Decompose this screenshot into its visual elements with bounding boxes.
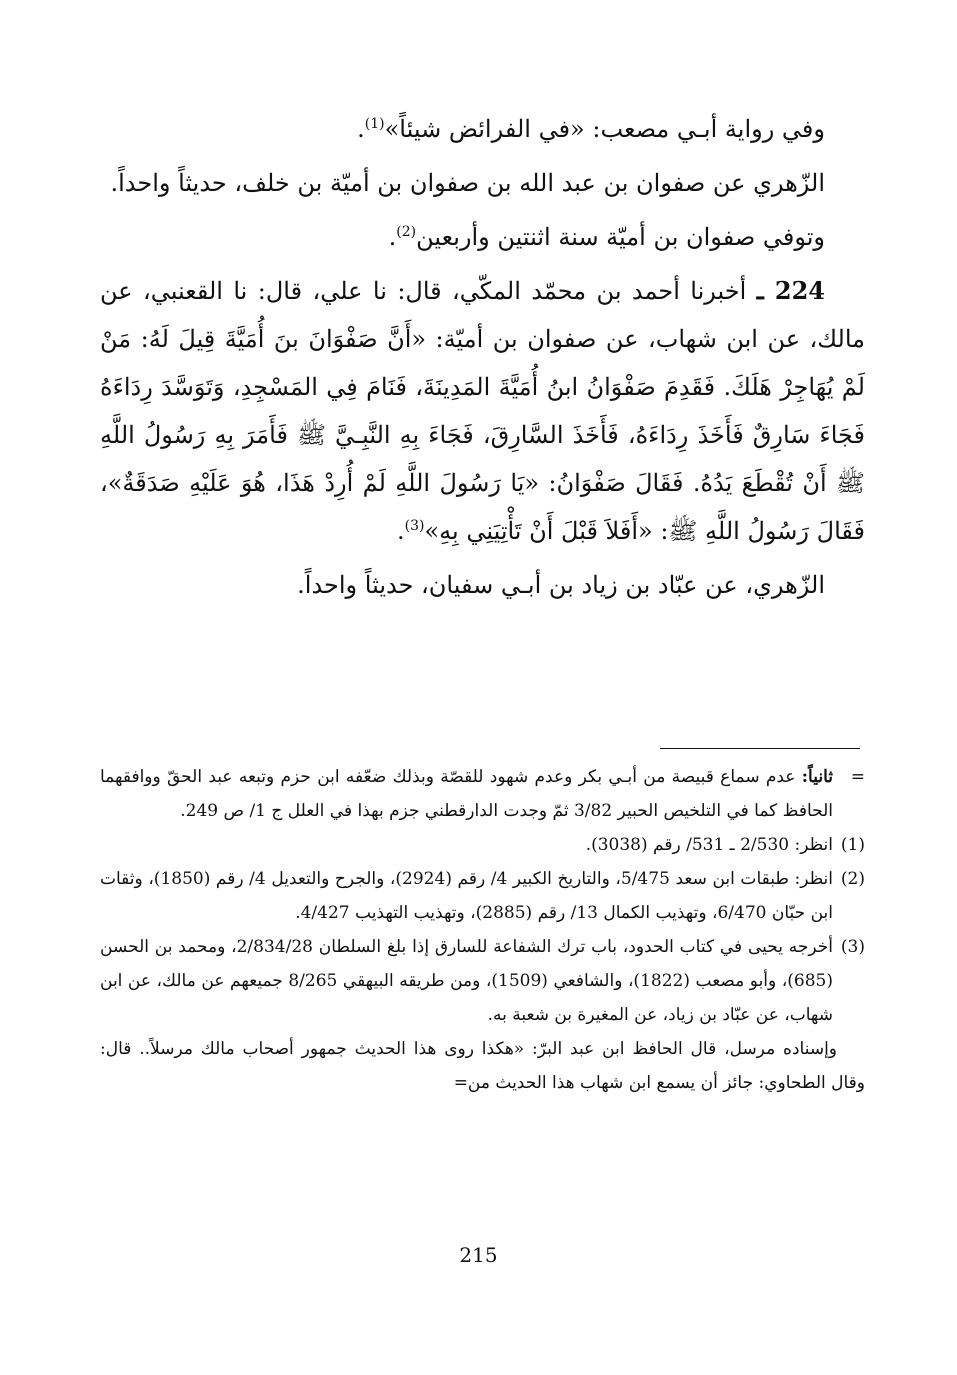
footnote-ref-2[interactable]: (2) (396, 224, 417, 240)
footnote-3-continuation: وإسناده مرسل، قال الحافظ ابن عبد البرّ: «هكذا روى هذا الحديث جمهور أصحاب مالك مرسلاً.. قال: وقال الطحاوي: جائز أن يسمع ابن شهاب هذا الحديث من= (100, 1039, 865, 1093)
paragraph-3-text: وتوفي صفوان بن أميّة سنة اثنتين وأربعين (416, 223, 825, 251)
footnote-ref-1[interactable]: (1) (364, 116, 385, 132)
paragraph-1 (100, 105, 865, 153)
hadith-224 (100, 267, 865, 555)
continuation-text (100, 760, 833, 828)
hadith-number: 224 ـ (756, 276, 825, 305)
footnote-continuation (100, 760, 865, 828)
footnote-3-text: أخرجه يحيى في كتاب الحدود، باب ترك الشفاعة للسارق إذا بلغ السلطان 2/834/28، ومحمد بن الحسن (685)، وأبو مصعب (1822)، والشافعي (1509)، ومن طريقه البيهقي 8/265 جميعهم عن مالك، عن ابن شهاب، عن عبّاد بن زياد، عن المغيرة بن شعبة به. (100, 937, 833, 1025)
continuation-lead: ثانياً: (801, 767, 833, 787)
footnote-3-marker: (3) (840, 937, 865, 957)
paragraph-5: الزّهري، عن عبّاد بن زياد بن أبـي سفيان، حديثاً واحداً. (297, 571, 825, 599)
paragraph-1-end: . (357, 115, 365, 143)
footnote-2-text: انظر: طبقات ابن سعد 5/475، والتاريخ الكبير 4/ رقم (2924)، والجرح والتعديل 4/ رقم (1850)، وثقات ابن حبّان 6/470، وتهذيب الكمال 13/ رقم (2885)، وتهذيب التهذيب 4/427. (100, 869, 833, 923)
hadith-end: . (396, 517, 405, 545)
paragraph-1-text: وفي رواية أبـي مصعب: «في الفرائض شيئاً» (384, 115, 825, 143)
footnote-1-marker: (1) (840, 835, 865, 855)
page-number: 215 (459, 1243, 498, 1267)
footnote-2 (100, 862, 865, 930)
footnotes (100, 760, 865, 1100)
footnote-1 (100, 828, 865, 862)
footnote-ref-3[interactable]: (3) (404, 518, 425, 534)
footnote-3 (100, 930, 865, 1032)
footnote-2-marker: (2) (840, 869, 865, 889)
footnote-separator (660, 748, 860, 749)
paragraph-3-end: . (388, 223, 397, 251)
footnote-1-text: انظر: 2/530 ـ 531/ رقم (3038). (585, 835, 833, 855)
paragraph-3 (100, 213, 865, 261)
main-text (100, 105, 865, 615)
continuation-marker: = (850, 767, 865, 787)
paragraph-2: الزّهري عن صفوان بن عبد الله بن صفوان بن أميّة بن خلف، حديثاً واحداً. (110, 169, 825, 197)
continuation-body: عدم سماع قبيصة من أبـي بكر وعدم شهود للقصّة وبذلك ضعّفه ابن حزم وتبعه عبد الحقّ ووافقهما الحافظ كما في التلخيص الحبير 3/82 ثمّ وجدت الدارقطني جزم بهذا في العلل ج 1/ ص 249. (100, 767, 833, 821)
hadith-text: أخبرنا أحمد بن محمّد المكّي، قال: نا علي، قال: نا القعنبي، عن مالك، عن ابن شهاب، عن صفوان بن أميّة: «أَنَّ صَفْوَانَ بنَ أُمَيَّةَ قِيلَ لَهُ: مَنْ لَمْ يُهَاجِرْ هَلَكَ. فَقَدِمَ صَفْوَانُ ابنُ أُمَيَّةَ المَدِينَةَ، فَنَامَ فِي المَسْجِدِ، وَتَوَسَّدَ رِدَاءَهُ فَجَاءَ سَارِقٌ فَأَخَذَ رِدَاءَهُ، فَأَخَذَ السَّارِقَ، فَجَاءَ بِهِ النَّبِـيَّ ﷺ فَأَمَرَ بِهِ رَسُولُ اللَّهِ ﷺ أَنْ تُقْطَعَ يَدُهُ. فَقَالَ صَفْوَانُ: «يَا رَسُولَ اللَّهِ لَمْ أُرِدْ هَذَا، هُوَ عَلَيْهِ صَدَقَةٌ»، فَقَالَ رَسُولُ اللَّهِ ﷺ: «أَفَلاَ قَبْلَ أَنْ تَأْتِيَنِي بِهِ» (100, 277, 865, 545)
